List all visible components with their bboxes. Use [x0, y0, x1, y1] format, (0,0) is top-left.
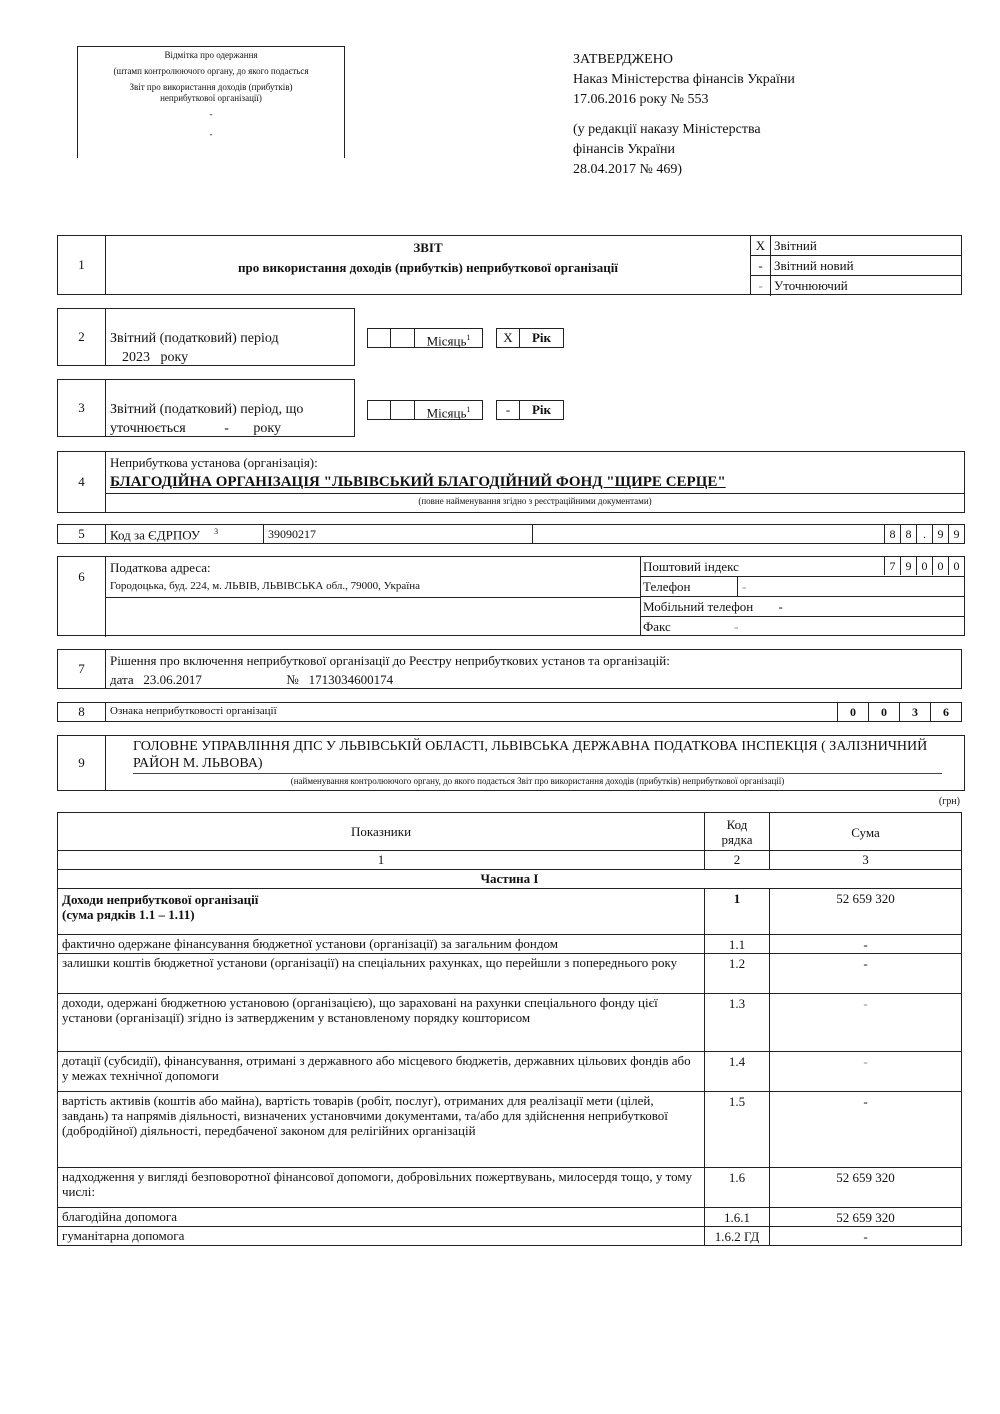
line-code: 1.5	[705, 1092, 770, 1168]
header-indicators: Показники	[58, 813, 705, 851]
part-title: Частина I	[58, 870, 962, 889]
sign-digit[interactable]: 0	[868, 703, 899, 721]
line-code: 1.4	[705, 1052, 770, 1092]
month-digit-1[interactable]	[367, 400, 391, 420]
stamp-line-2: (штамп контролюючого органу, до якого подається	[113, 66, 309, 76]
report-title	[106, 236, 751, 294]
approval-block	[573, 50, 795, 180]
sum-value[interactable]: -	[770, 994, 962, 1052]
table-row	[58, 889, 962, 935]
section-8-nonprofit-sign	[57, 702, 962, 722]
option-checkbox[interactable]: X	[751, 236, 771, 255]
fax-label: Факс	[643, 619, 671, 634]
stamp-line-3: Звіт про використання доходів (прибутків)	[129, 82, 293, 92]
clarified-period-label	[110, 400, 303, 438]
phone-value[interactable]: -	[737, 577, 746, 596]
month-digit-1[interactable]	[367, 328, 391, 348]
line-code: 1.6.1	[705, 1208, 770, 1227]
address-value[interactable]: Городоцька, буд. 224, м. ЛЬВІВ, ЛЬВІВСЬКА обл., 79000, Україна	[110, 580, 421, 592]
sign-digit[interactable]: 3	[899, 703, 930, 721]
section-number: 3	[58, 380, 106, 436]
table-row	[58, 1168, 962, 1208]
nonprofit-sign-digits	[837, 703, 961, 721]
option-checkbox[interactable]: -	[751, 256, 771, 275]
part-title-row	[58, 870, 962, 889]
receipt-stamp-box	[77, 46, 345, 158]
line-code: 1.2	[705, 954, 770, 994]
year-label: Рік	[520, 400, 564, 420]
edrpou-code[interactable]: 39090217	[263, 525, 533, 543]
mobile-row	[641, 597, 964, 617]
section-5-edrpou	[57, 524, 965, 544]
table-row	[58, 1208, 962, 1227]
section-1-report-type	[57, 235, 962, 295]
period-year-cells	[496, 328, 564, 348]
postal-code-row	[641, 557, 964, 577]
approved-line-3: (у редакції наказу Міністерства	[573, 122, 761, 137]
line-code: 1.1	[705, 935, 770, 954]
option-checkbox[interactable]: -	[751, 276, 771, 296]
indicator-cell: надходження у вигляді безповоротної фінансової допомоги, добровільних пожертвувань, милосердя тощо, у тому числі:	[58, 1168, 705, 1208]
option-label: Уточнюючий	[774, 278, 848, 293]
section-6-tax-address	[57, 556, 965, 636]
section-number: 7	[58, 650, 106, 688]
indicator-line: Доходи неприбуткової організації	[62, 892, 259, 907]
fax-value[interactable]: -	[734, 619, 739, 634]
indicator-cell: вартість активів (коштів або майна), вартість товарів (робіт, послуг), отриманих для реалізації мети (цілей, завдань) та напрямів діяльності, визначених установчими документами, та/або для здійснення неприбуткової (добродійної) діяльності, передбаченої законом для релігійних організацій	[58, 1092, 705, 1168]
sign-digit[interactable]: 0	[837, 703, 868, 721]
indicator-line: (сума рядків 1.1 – 1.11)	[62, 907, 195, 922]
postal-digit[interactable]: 0	[948, 557, 964, 575]
decision-date[interactable]: 23.06.2017	[143, 672, 202, 687]
approved-title: ЗАТВЕРДЖЕНО	[573, 52, 673, 67]
indicator-cell: доходи, одержані бюджетною установою (організацією), що зараховані на рахунки спеціального фонду цієї установи (організації) згідно із затвердженим у встановленому порядку кошторисом	[58, 994, 705, 1052]
organization-hint: (повне найменування згідно з реєстраційними документами)	[106, 493, 964, 512]
sum-value[interactable]: -	[770, 1227, 962, 1246]
sum-value[interactable]: 52 659 320	[770, 889, 962, 935]
option-clarifying[interactable]	[751, 276, 961, 296]
sum-value[interactable]: 52 659 320	[770, 1168, 962, 1208]
year-checkbox[interactable]: -	[496, 400, 520, 420]
income-table	[57, 812, 962, 1246]
year-suffix: року	[253, 421, 282, 436]
table-row	[58, 1052, 962, 1092]
sum-value[interactable]: -	[770, 954, 962, 994]
registry-decision-details	[110, 672, 393, 688]
column-number-row	[58, 851, 962, 870]
period-label-text: Звітний (податковий) період	[110, 331, 279, 346]
table-row	[58, 1227, 962, 1246]
registry-decision-label: Рішення про включення неприбуткової організації до Реєстру неприбуткових установ та організацій:	[110, 653, 670, 668]
mobile-label: Мобільний телефон	[643, 599, 754, 614]
section-3-clarified-period	[57, 379, 355, 437]
period-label	[110, 329, 279, 367]
clarified-label-text: Звітний (податковий) період, що	[110, 402, 304, 417]
edrpou-label: Код за ЄДРПОУ $^3$	[110, 527, 219, 543]
postal-code-label: Поштовий індекс	[643, 559, 739, 574]
date-label: дата	[110, 672, 134, 687]
section-number: 2	[58, 309, 106, 365]
option-label: Звітний новий	[774, 258, 854, 273]
indicator-cell	[58, 889, 705, 935]
postal-code-digits	[884, 557, 964, 575]
tax-authority-hint: (найменування контролюючого органу, до якого подається Звіт про використання доходів (прибутків) неприбуткової організації)	[133, 773, 942, 788]
section-number: 6	[58, 557, 106, 597]
kved-digit[interactable]: 9	[932, 525, 948, 543]
stamp-line-1: Відмітка про одержання	[164, 50, 258, 60]
section-number: 1	[58, 236, 106, 294]
clarified-month-cells	[367, 400, 483, 420]
line-code: 1.6	[705, 1168, 770, 1208]
section-number: 8	[58, 703, 106, 721]
decision-number[interactable]: 1713034600174	[308, 672, 394, 687]
stamp-value-1: -	[209, 109, 213, 119]
sum-value[interactable]: -	[770, 935, 962, 954]
approved-line-1: Наказ Міністерства фінансів України	[573, 72, 795, 87]
line-code: 1.3	[705, 994, 770, 1052]
stamp-line-4: неприбуткової організації)	[160, 93, 262, 103]
organization-label: Неприбуткова установа (організація):	[110, 455, 318, 470]
indicator-cell: дотації (субсидії), фінансування, отримані з державного або місцевого бюджетів, державних цільових фондів або у межах технічної допомоги	[58, 1052, 705, 1092]
sum-value[interactable]: -	[770, 1052, 962, 1092]
indicator-cell: гуманітарна допомога	[58, 1227, 705, 1246]
report-title-line-2: про використання доходів (прибутків) неприбуткової організації	[238, 260, 618, 275]
kved-digit[interactable]: .	[916, 525, 932, 543]
clarified-year[interactable]: -	[224, 421, 229, 436]
year-suffix: року	[160, 350, 189, 365]
column-number: 1	[58, 851, 705, 870]
stamp-value-2: -	[209, 129, 213, 139]
kved-digit[interactable]: 9	[948, 525, 964, 543]
postal-digit[interactable]: 7	[884, 557, 900, 575]
sign-digit[interactable]: 6	[930, 703, 961, 721]
contact-fields	[640, 557, 964, 635]
clarified-label-suffix: уточнюється	[110, 421, 186, 436]
organization-name[interactable]: БЛАГОДІЙНА ОРГАНІЗАЦІЯ "ЛЬВІВСЬКИЙ БЛАГОДІЙНИЙ ФОНД "ЩИРЕ СЕРЦЕ"	[110, 474, 726, 490]
indicator-cell: фактично одержане фінансування бюджетної установи (організації) за загальним фондом	[58, 935, 705, 954]
kved-digits	[884, 525, 964, 543]
option-reporting[interactable]	[751, 236, 961, 256]
section-9-tax-authority	[57, 735, 965, 791]
report-title-line-1: ЗВІТ	[413, 240, 443, 255]
section-7-registry-decision	[57, 649, 962, 689]
phone-row	[641, 577, 964, 597]
postal-digit[interactable]: 0	[916, 557, 932, 575]
indicator-cell: залишки коштів бюджетної установи (організації) на спеціальних рахунках, що перейшли з попереднього року	[58, 954, 705, 994]
mobile-value[interactable]: -	[778, 599, 783, 614]
month-digit-2[interactable]	[391, 328, 415, 348]
table-row	[58, 935, 962, 954]
option-label: Звітний	[774, 238, 817, 253]
approved-line-2: 17.06.2016 року № 553	[573, 92, 709, 107]
year-label: Рік	[520, 328, 564, 348]
postal-digit[interactable]: 0	[932, 557, 948, 575]
header-line-code: Код рядка	[705, 813, 770, 851]
line-code: 1	[705, 889, 770, 935]
line-code: 1.6.2 ГД	[705, 1227, 770, 1246]
year-checkbox[interactable]: X	[496, 328, 520, 348]
option-reporting-new[interactable]	[751, 256, 961, 276]
clarified-year-cells	[496, 400, 564, 420]
month-label: Місяць$^1$	[415, 400, 483, 420]
nonprofit-sign-label: Ознака неприбутковості організації	[110, 705, 277, 717]
kved-digit[interactable]: 8	[900, 525, 916, 543]
section-number: 4	[58, 452, 106, 512]
sum-value[interactable]: 52 659 320	[770, 1208, 962, 1227]
approved-line-4: фінансів України	[573, 142, 675, 157]
approved-line-5: 28.04.2017 № 469)	[573, 162, 683, 177]
postal-digit[interactable]: 9	[900, 557, 916, 575]
section-number: 5	[58, 525, 106, 543]
section-number: 9	[58, 736, 106, 790]
phone-label: Телефон	[643, 579, 691, 594]
divider	[106, 597, 640, 598]
tax-authority-name[interactable]: ГОЛОВНЕ УПРАВЛІННЯ ДПС У ЛЬВІВСЬКІЙ ОБЛАСТІ, ЛЬВІВСЬКА ДЕРЖАВНА ПОДАТКОВА ІНСПЕКЦІЯ ( ЗАЛІЗНИЧНИЙ РАЙОН М. ЛЬВОВА)	[133, 739, 928, 771]
table-row	[58, 994, 962, 1052]
table-header-row	[58, 813, 962, 851]
kved-digit[interactable]: 8	[884, 525, 900, 543]
column-number: 2	[705, 851, 770, 870]
section-2-reporting-period	[57, 308, 355, 366]
period-month-cells	[367, 328, 483, 348]
month-digit-2[interactable]	[391, 400, 415, 420]
number-label: №	[286, 672, 299, 687]
report-type-options	[751, 236, 961, 294]
fax-row	[641, 617, 964, 637]
table-row	[58, 954, 962, 994]
address-label: Податкова адреса:	[110, 560, 211, 575]
column-number: 3	[770, 851, 962, 870]
sum-value[interactable]: -	[770, 1092, 962, 1168]
currency-unit: (грн)	[938, 796, 960, 807]
header-sum: Сума	[770, 813, 962, 851]
section-4-organization	[57, 451, 965, 513]
section-number-continuation	[58, 597, 106, 637]
month-label: Місяць$^1$	[415, 328, 483, 348]
period-year[interactable]: 2023	[122, 350, 150, 365]
indicator-cell: благодійна допомога	[58, 1208, 705, 1227]
table-row	[58, 1092, 962, 1168]
